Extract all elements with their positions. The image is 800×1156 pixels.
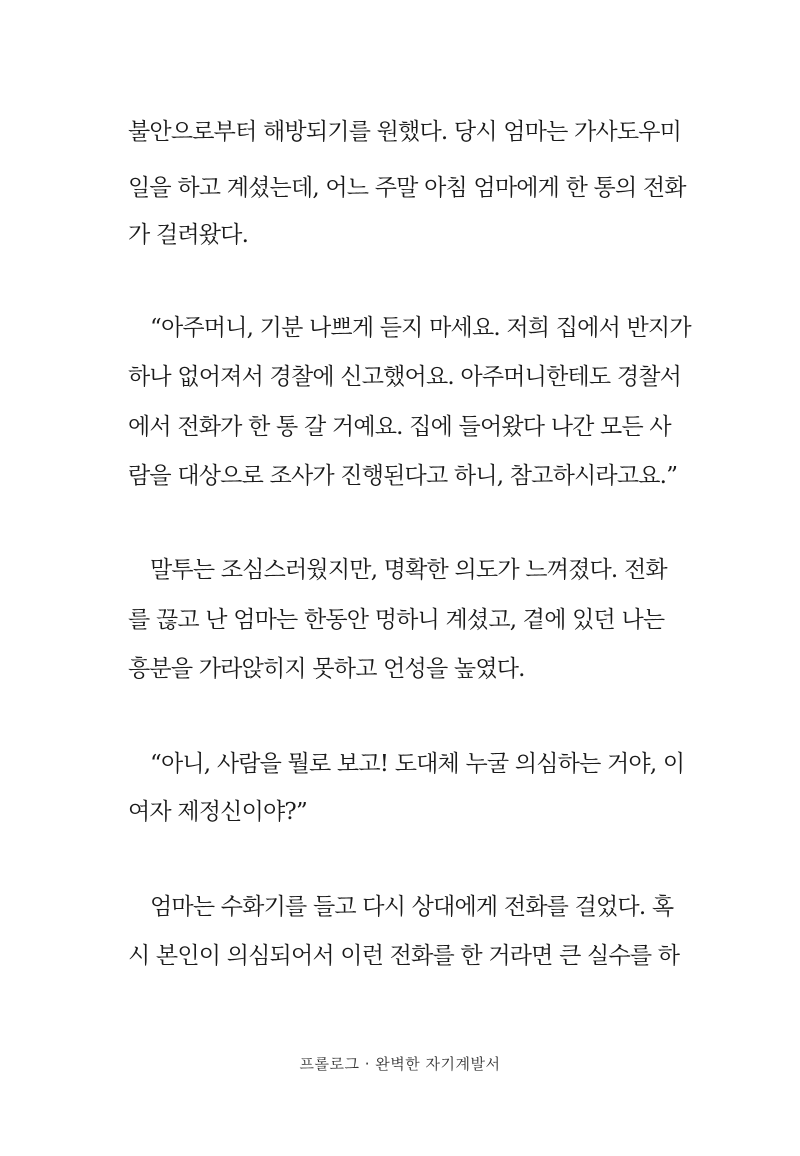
paragraph-4-line-1: “아니, 사람을 뭘로 보고! 도대체 누굴 의심하는 거야, 이 bbox=[150, 751, 685, 777]
running-footer: 프롤로그 · 완벽한 자기계발서 bbox=[299, 1055, 501, 1073]
paragraph-2-line-1: “아주머니, 기분 나쁘게 듣지 마세요. 저희 집에서 반지가 bbox=[150, 315, 691, 341]
paragraph-3-line-3: 흥분을 가라앉히지 못하고 언성을 높였다. bbox=[128, 656, 525, 682]
paragraph-1-line-2: 일을 하고 계셨는데, 어느 주말 아침 엄마에게 한 통의 전화 bbox=[128, 175, 686, 201]
paragraph-1-line-1: 불안으로부터 해방되기를 원했다. 당시 엄마는 가사도우미 bbox=[128, 119, 682, 145]
paragraph-4-line-2: 여자 제정신이야?” bbox=[128, 799, 307, 825]
paragraph-2-line-3: 에서 전화가 한 통 갈 거예요. 집에 들어왔다 나간 모든 사 bbox=[128, 414, 671, 440]
paragraph-2-line-4: 람을 대상으로 조사가 진행된다고 하니, 참고하시라고요.” bbox=[128, 463, 678, 489]
paragraph-2-line-2: 하나 없어져서 경찰에 신고했어요. 아주머니한테도 경찰서 bbox=[128, 364, 682, 390]
paragraph-3-line-1: 말투는 조심스러웠지만, 명확한 의도가 느껴졌다. 전화 bbox=[150, 557, 667, 583]
paragraph-5-line-2: 시 본인이 의심되어서 이런 전화를 한 거라면 큰 실수를 하 bbox=[128, 943, 680, 969]
paragraph-1-line-3: 가 걸려왔다. bbox=[128, 222, 249, 248]
paragraph-5-line-1: 엄마는 수화기를 들고 다시 상대에게 전화를 걸었다. 혹 bbox=[150, 894, 674, 920]
paragraph-3-line-2: 를 끊고 난 엄마는 한동안 멍하니 계셨고, 곁에 있던 나는 bbox=[128, 607, 665, 633]
